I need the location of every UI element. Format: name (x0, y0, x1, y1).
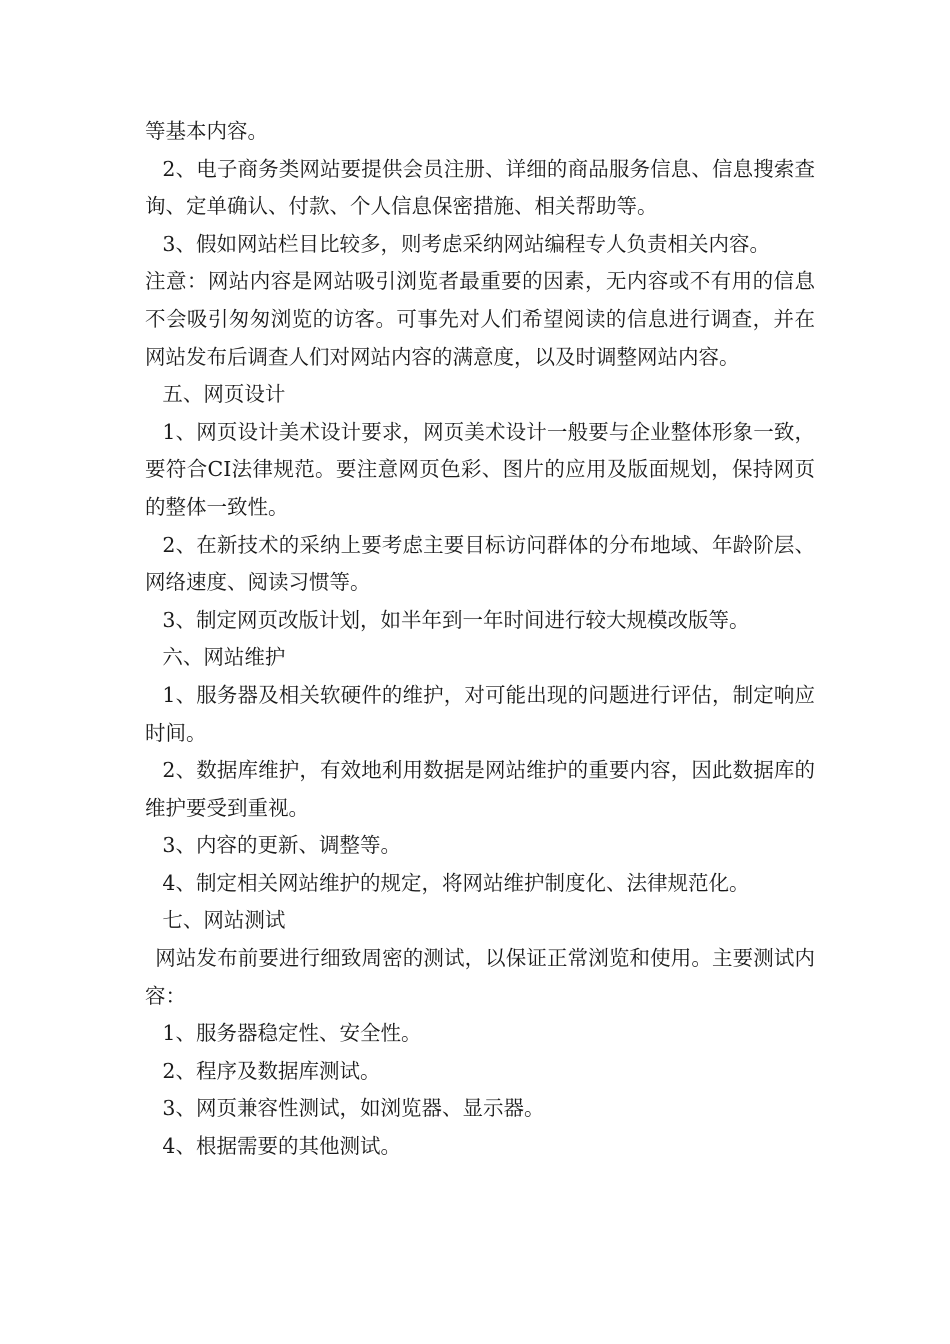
list-item-server-stability: 1、服务器稳定性、安全性。 (162, 1021, 422, 1046)
list-item-program-db-test: 2、程序及数据库测试。 (162, 1058, 381, 1083)
paragraph-ecommerce-requirements: 2、电子商务类网站要提供会员注册、详细的商品服务信息、信息搜索查询、定单确认、付款、个人信息保密措施、相关帮助等。 (145, 156, 815, 219)
paragraph-art-design: 1、网页设计美术设计要求，网页美术设计一般要与企业整体形象一致，要符合CI法律规范。要注意网页色彩、图片的应用及版面规划，保持网页的整体一致性。 (145, 419, 815, 519)
paragraph-content-update: 3、内容的更新、调整等。 (162, 833, 401, 858)
paragraph-testing-intro: 网站发布前要进行细致周密的测试，以保证正常浏览和使用。主要测试内容： (145, 946, 815, 1008)
paragraph-redesign-plan: 3、制定网页改版计划，如半年到一年时间进行较大规模改版等。 (162, 607, 750, 632)
paragraph-many-sections: 3、假如网站栏目比较多，则考虑采纳网站编程专人负责相关内容。 (162, 231, 770, 256)
paragraph-server-maintenance: 1、服务器及相关软硬件的维护，对可能出现的问题进行评估，制定响应时间。 (145, 682, 815, 745)
section-heading-maintenance: 六、网站维护 (162, 645, 286, 670)
document-body (145, 113, 815, 1166)
paragraph-note: 注意：网站内容是网站吸引浏览者最重要的因素，无内容或不有用的信息不会吸引匆匆浏览的访客。可事先对人们希望阅读的信息进行调查，并在网站发布后调查人们对网站内容的满意度，以及时调整网站内容。 (145, 269, 815, 369)
list-item-compatibility-test: 3、网页兼容性测试，如浏览器、显示器。 (162, 1096, 545, 1121)
paragraph-database-maintenance: 2、数据库维护，有效地利用数据是网站维护的重要内容，因此数据库的维护要受到重视。 (145, 758, 815, 820)
list-item-other-tests: 4、根据需要的其他测试。 (162, 1134, 401, 1159)
paragraph-maintenance-rules: 4、制定相关网站维护的规定，将网站维护制度化、法律规范化。 (162, 870, 750, 895)
paragraph-new-technology: 2、在新技术的采纳上要考虑主要目标访问群体的分布地域、年龄阶层、网络速度、阅读习惯等。 (145, 532, 815, 595)
section-heading-web-design: 五、网页设计 (162, 382, 286, 407)
section-heading-testing: 七、网站测试 (162, 908, 286, 933)
paragraph-continuation: 等基本内容。 (145, 119, 268, 143)
